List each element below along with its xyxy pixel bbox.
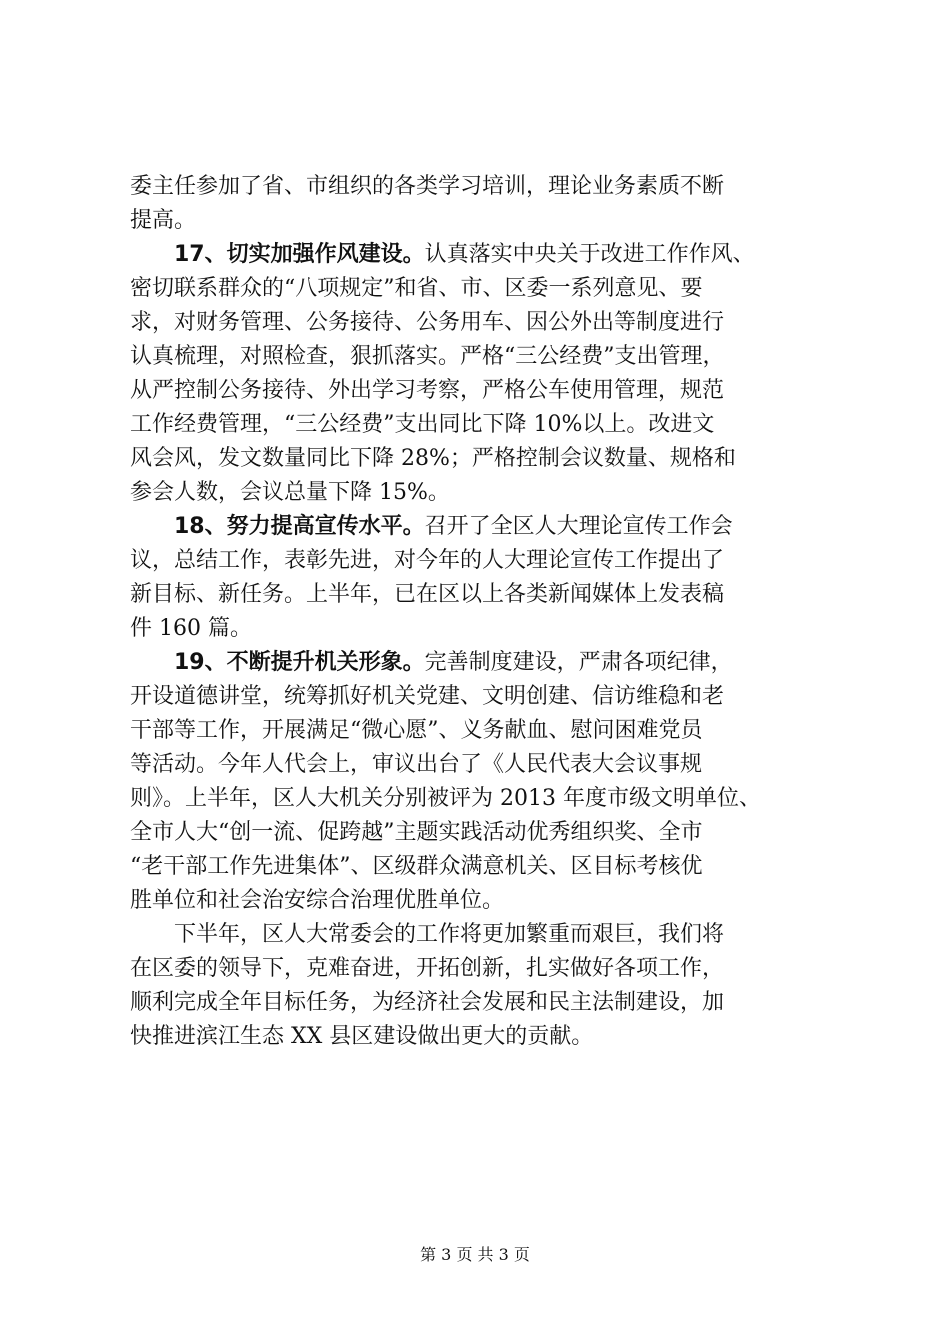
body-line <box>130 204 196 238</box>
line-text: 工作经费管理，“三公经费”支出同比下降 10%以上。改进文 <box>130 412 715 437</box>
line-text: 从严控制公务接待、外出学习考察，严格公车使用管理，规范 <box>130 378 725 403</box>
line-text: 全市人大“创一流、促跨越”主题实践活动优秀组织奖、全市 <box>130 820 703 845</box>
line-text: 提高。 <box>130 208 197 233</box>
body-line <box>130 714 703 748</box>
line-text: 胜单位和社会治安综合治理优胜单位。 <box>130 888 505 913</box>
line-text: 认真梳理，对照检查，狠抓落实。严格“三公经费”支出管理， <box>130 344 725 369</box>
body-line <box>130 578 724 612</box>
body-line <box>130 952 724 986</box>
line-text: 新目标、新任务。上半年，已在区以上各类新闻媒体上发表稿 <box>130 582 725 607</box>
line-text: 则》。上半年，区人大机关分别被评为 2013 年度市级文明单位、 <box>130 786 761 811</box>
line-text: 认真落实中央关于改进工作作风、 <box>424 242 755 267</box>
body-line <box>130 884 504 918</box>
body-line <box>130 170 724 204</box>
body-line <box>130 306 724 340</box>
body-line <box>130 612 252 646</box>
line-text: 干部等工作，开展满足“微心愿”、义务献血、慰问困难党员 <box>130 718 703 743</box>
line-text: 快推进滨江生态 XX 县区建设做出更大的贡献。 <box>130 1024 594 1049</box>
body-line <box>130 340 725 374</box>
body-line <box>130 816 703 850</box>
line-text: 密切联系群众的“八项规定”和省、市、区委一系列意见、要 <box>130 276 703 301</box>
line-text: 完善制度建设，严肃各项纪律， <box>424 650 733 675</box>
line-text: 顺利完成全年目标任务，为经济社会发展和民主法制建设，加 <box>130 990 725 1015</box>
body-line <box>130 748 702 782</box>
section-18-first-line <box>174 510 733 544</box>
line-text: 召开了全区人大理论宣传工作会 <box>424 514 733 539</box>
line-text: 等活动。今年人代会上，审议出台了《人民代表大会议事规 <box>130 752 703 777</box>
line-text: 求，对财务管理、公务接待、公务用车、因公外出等制度进行 <box>130 310 725 335</box>
line-text: 议，总结工作，表彰先进，对今年的人大理论宣传工作提出了 <box>130 548 725 573</box>
line-text: 件 160 篇。 <box>130 616 252 641</box>
section-19-heading: 19、不断提升机关形象。 <box>174 650 425 675</box>
body-line <box>130 374 724 408</box>
line-text: 委主任参加了省、市组织的各类学习培训，理论业务素质不断 <box>130 174 725 199</box>
body-line <box>130 986 724 1020</box>
line-text: 下半年，区人大常委会的工作将更加繁重而艰巨，我们将 <box>174 922 725 947</box>
line-text: “老干部工作先进集体”、区级群众满意机关、区目标考核优 <box>130 854 703 879</box>
section-17-first-line <box>174 238 755 272</box>
section-17-heading: 17、切实加强作风建设。 <box>174 242 425 267</box>
line-text: 参会人数，会议总量下降 15%。 <box>130 480 450 505</box>
closing-paragraph-first-line <box>174 918 724 952</box>
body-line <box>130 408 714 442</box>
body-line <box>130 272 703 306</box>
body-line <box>130 782 761 816</box>
section-19-first-line <box>174 646 733 680</box>
line-text: 开设道德讲堂，统筹抓好机关党建、文明创建、信访维稳和老 <box>130 684 725 709</box>
body-line <box>130 680 724 714</box>
line-text: 风会风，发文数量同比下降 28%；严格控制会议数量、规格和 <box>130 446 736 471</box>
body-line <box>130 544 724 578</box>
page-number-label: 第 3 页 共 3 页 <box>420 1245 530 1264</box>
section-18-heading: 18、努力提高宣传水平。 <box>174 514 425 539</box>
line-text: 在区委的领导下，克难奋进，开拓创新，扎实做好各项工作， <box>130 956 725 981</box>
body-line <box>130 476 450 510</box>
page-footer <box>0 1243 950 1267</box>
body-line <box>130 442 736 476</box>
body-line <box>130 1020 593 1054</box>
body-line <box>130 850 703 884</box>
